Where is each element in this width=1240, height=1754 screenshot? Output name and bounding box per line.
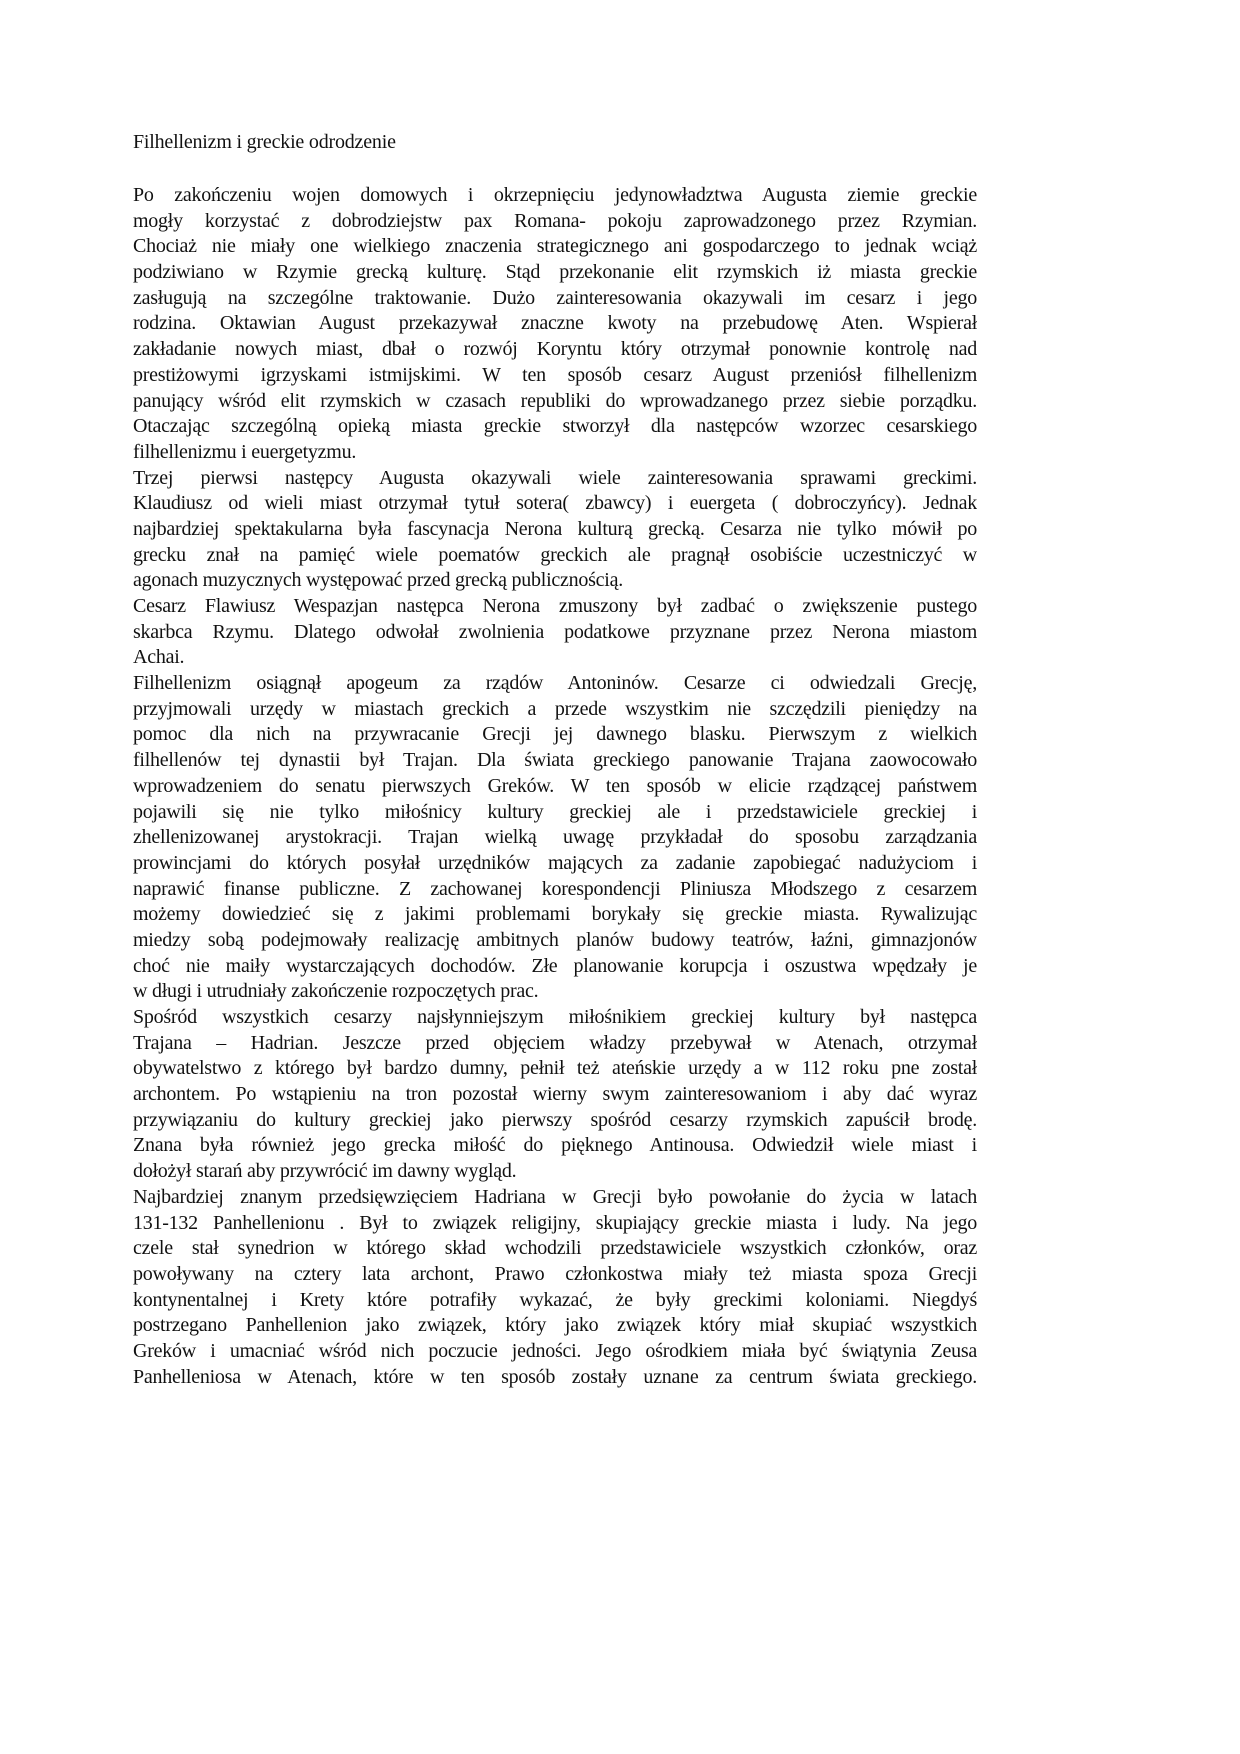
text-line: grecku znał na pamięć wiele poematów greckich ale pragnął osobiście uczestniczyć w bbox=[133, 543, 977, 566]
text-line: czele stał synedrion w którego skład wchodzili przedstawiciele wszystkich członków, oraz bbox=[133, 1237, 977, 1260]
text-line: obywatelstwo z którego był bardzo dumny, pełnił też ateńskie urzędy a w 112 roku pne został bbox=[133, 1057, 977, 1080]
text-line: rodzina. Oktawian August przekazywał znaczne kwoty na przebudowę Aten. Wspierał bbox=[133, 312, 977, 335]
text-line: pomoc dla nich na przywracanie Grecji jej dawnego blasku. Pierwszym z wielkich bbox=[133, 723, 977, 746]
text-line: choć nie maiły wystarczających dochodów. Złe planowanie korupcja i oszustwa wpędzały je bbox=[133, 954, 977, 977]
text-line: wprowadzeniem do senatu pierwszych Greków. W ten sposób w elicie rządzącej państwem bbox=[133, 774, 977, 797]
text-line: Cesarz Flawiusz Wespazjan następca Nerona zmuszony był zadbać o zwiększenie pustego bbox=[133, 595, 977, 617]
text-line: mogły korzystać z dobrodziejstw pax Romana- pokoju zaprowadzonego przez Rzymian. bbox=[133, 209, 977, 232]
text-line: Spośród wszystkich cesarzy najsłynniejszym miłośnikiem greckiej kultury był następca bbox=[133, 1006, 977, 1028]
text-line: możemy dowiedzieć się z jakimi problemami borykały się greckie miasta. Rywalizując bbox=[133, 903, 977, 926]
text-line: naprawić finanse publiczne. Z zachowanej korespondencji Pliniusza Młodszego z cesarzem bbox=[133, 877, 977, 900]
text-line: przyjmowali urzędy w miastach greckich a przede wszystkim nie szczędzili pieniędzy na bbox=[133, 697, 977, 720]
text-line: zakładanie nowych miast, dbał o rozwój Koryntu który otrzymał ponownie kontrolę nad bbox=[133, 338, 977, 361]
text-line: Klaudiusz od wieli miast otrzymał tytuł sotera( zbawcy) i euergeta ( dobroczyńcy). Jednak bbox=[133, 492, 977, 515]
text-line: Filhellenizm osiągnął apogeum za rządów Antoninów. Cesarze ci odwiedzali Grecję, bbox=[133, 672, 977, 695]
text-line: Achai. bbox=[133, 646, 185, 669]
text-line: Najbardziej znanym przedsięwzięciem Hadriana w Grecji było powołanie do życia w latach bbox=[133, 1185, 977, 1208]
text-line: postrzegano Panhellenion jako związek, który jako związek który miał skupiać wszystkich bbox=[133, 1314, 977, 1337]
paragraph bbox=[133, 594, 977, 671]
text-line: zasługują na szczególne traktowanie. Dużo zainteresowania okazywali im cesarz i jego bbox=[133, 286, 977, 309]
text-line: archontem. Po wstąpieniu na tron pozostał wierny swym zainteresowaniom i aby dać wyraz bbox=[133, 1083, 977, 1106]
text-line: w długi i utrudniały zakończenie rozpoczętych prac. bbox=[133, 980, 539, 1003]
text-line: Trajana – Hadrian. Jeszcze przed objęciem władzy przebywał w Atenach, otrzymał bbox=[133, 1031, 977, 1054]
text-line: prestiżowymi igrzyskami istmijskimi. W ten sposób cesarz August przeniósł filhellenizm bbox=[133, 363, 977, 386]
text-line: prowincjami do których posyłał urzędników mających za zadanie zapobiegać nadużyciom i bbox=[133, 851, 977, 874]
document-title: Filhellenizm i greckie odrodzenie bbox=[133, 131, 396, 153]
text-line: 131-132 Panhellenionu . Był to związek religijny, skupiający greckie miasta i ludy. Na jego bbox=[133, 1211, 977, 1234]
text-line: zhellenizowanej arystokracji. Trajan wielką uwagę przykładał do sposobu zarządzania bbox=[133, 826, 977, 849]
text-line: Otaczając szczególną opieką miasta greckie stworzył dla następców wzorzec cesarskiego bbox=[133, 415, 977, 438]
text-line: Greków i umacniać wśród nich poczucie jedności. Jego ośrodkiem miała być świątynia Zeusa bbox=[133, 1339, 977, 1362]
text-line: Chociaż nie miały one wielkiego znaczenia strategicznego ani gospodarczego to jednak wciąż bbox=[133, 235, 977, 258]
text-line: powoływany na cztery lata archont, Prawo członkostwa miały też miasta spoza Grecji bbox=[133, 1262, 977, 1285]
paragraph bbox=[133, 466, 977, 594]
paragraph bbox=[133, 1005, 977, 1185]
text-line: Panhelleniosa w Atenach, które w ten sposób zostały uznane za centrum świata greckiego. bbox=[133, 1365, 977, 1388]
paragraph bbox=[133, 671, 977, 1005]
text-line: najbardziej spektakularna była fascynacja Nerona kulturą grecką. Cesarza nie tylko mówił po bbox=[133, 517, 977, 540]
text-line: filhellenów tej dynastii był Trajan. Dla świata greckiego panowanie Trajana zaowocowało bbox=[133, 749, 977, 772]
text-line: podziwiano w Rzymie grecką kulturę. Stąd przekonanie elit rzymskich iż miasta greckie bbox=[133, 261, 977, 284]
paragraph bbox=[133, 183, 977, 466]
text-line: Znana była również jego grecka miłość do pięknego Antinousa. Odwiedził wiele miast i bbox=[133, 1134, 977, 1157]
text-line: kontynentalnej i Krety które potrafiły wykazać, że były greckimi koloniami. Niegdyś bbox=[133, 1288, 977, 1311]
text-line: Trzej pierwsi następcy Augusta okazywali wiele zainteresowania sprawami greckimi. bbox=[133, 466, 977, 489]
paragraph bbox=[133, 1185, 977, 1391]
text-line: agonach muzycznych występować przed grecką publicznością. bbox=[133, 569, 623, 592]
text-line: skarbca Rzymu. Dlatego odwołał zwolnienia podatkowe przyznane przez Nerona miastom bbox=[133, 620, 977, 643]
text-line: przywiązaniu do kultury greckiej jako pierwszy spośród cesarzy rzymskich zapuścił brodę. bbox=[133, 1108, 977, 1131]
document-body bbox=[133, 183, 977, 1390]
text-line: panujący wśród elit rzymskich w czasach republiki do wprowadzanego przez siebie porządku. bbox=[133, 389, 977, 412]
text-line: filhellenizmu i euergetyzmu. bbox=[133, 440, 357, 463]
text-line: miedzy sobą podejmowały realizację ambitnych planów budowy teatrów, łaźni, gimnazjonów bbox=[133, 928, 977, 951]
text-line: pojawili się nie tylko miłośnicy kultury greckiej ale i przedstawiciele greckiej i bbox=[133, 800, 977, 823]
text-line: Po zakończeniu wojen domowych i okrzepnięciu jedynowładztwa Augusta ziemie greckie bbox=[133, 184, 977, 206]
text-line: dołożył starań aby przywrócić im dawny wygląd. bbox=[133, 1160, 517, 1183]
